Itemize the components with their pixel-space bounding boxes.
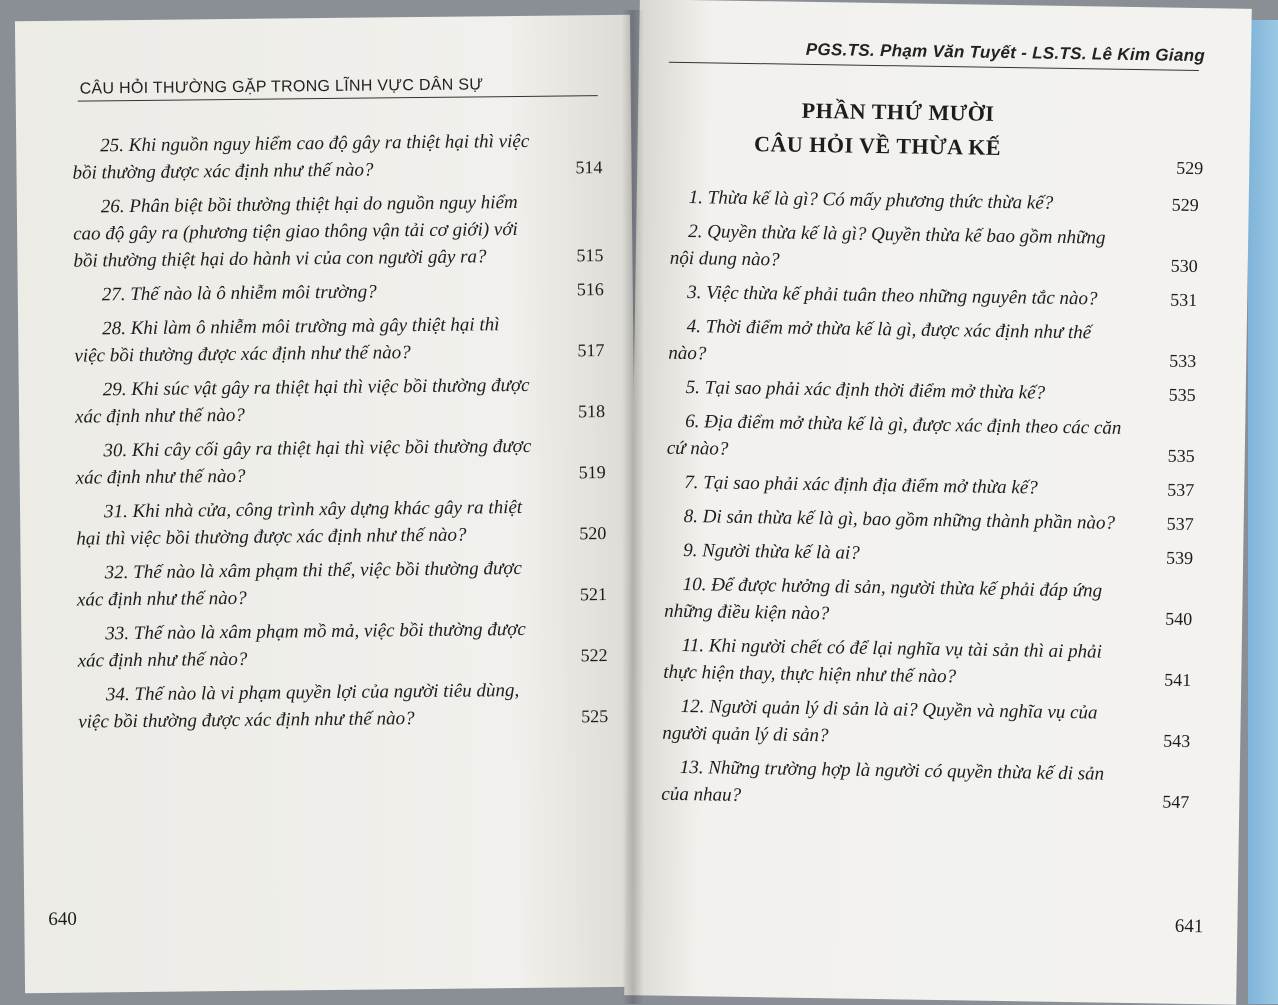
left-toc [72,127,608,743]
left-running-head: CÂU HỎI THƯỜNG GẶP TRONG LĨNH VỰC DÂN SỰ [79,76,484,98]
toc-entry-text: 3. Việc thừa kế phải tuân theo những nguyên tắc nào? [687,282,1098,310]
toc-entry-text: 33. Thế nào là xâm phạm mồ mả, việc bồi thường được xác định như thế nào? [77,618,526,672]
toc-entry [75,371,606,431]
toc-entry-page: 540 [1165,608,1193,630]
left-page-number: 640 [48,908,77,930]
toc-entry [75,432,606,492]
part-subtitle: CÂU HỎI VỀ THỪA KẾ [753,131,1002,160]
toc-entry-page: 537 [1167,479,1195,501]
toc-entry-text: 34. Thế nào là vi phạm quyền lợi của người tiêu dùng, việc bồi thường được xác định như thế nào? [78,680,520,733]
toc-entry-page: 530 [1170,255,1198,277]
toc-entry-page: 514 [575,157,603,178]
toc-entry-page: 543 [1163,730,1191,751]
toc-entry [74,276,604,309]
toc-entry-page: 533 [1169,350,1197,372]
toc-entry-page: 516 [576,279,604,300]
toc-entry-page: 522 [580,645,608,666]
toc-entry-text: 28. Khi làm ô nhiễm môi trường mà gây thiệt hại thì việc bồi thường được xác định như thế nào? [74,314,500,367]
toc-entry-page: 518 [577,401,606,422]
toc-entry-text: 12. Người quản lý di sản là ai? Quyền và nghĩa vụ của người quản lý di sản? [662,695,1098,747]
right-running-head: PGS.TS. Phạm Văn Tuyết - LS.TS. Lê Kim Giang [805,39,1206,66]
toc-entry-page: 535 [1168,384,1196,406]
toc-entry-page: 519 [578,462,606,483]
toc-entry-text: 27. Thế nào là ô nhiễm môi trường? [101,281,377,306]
toc-entry [661,754,1190,816]
toc-entry-text: 11. Khi người chết có để lại nghĩa vụ tài sản thì ai phải thực hiện thay, thực hiện như thế nào? [663,634,1102,688]
toc-entry [668,374,1196,409]
toc-entry-text: 5. Tại sao phải xác định thời điểm mở thừa kế? [685,377,1046,404]
toc-entry-text: 25. Khi nguồn nguy hiểm cao độ gây ra thiệt hại thì việc bồi thường được xác định như thế nào? [72,130,530,184]
toc-entry-text: 2. Quyền thừa kế là gì? Quyền thừa kế bao gồm những nội dung nào? [669,221,1106,271]
toc-entry-page: 547 [1162,791,1190,812]
toc-entry [666,469,1194,504]
toc-entry [78,676,609,736]
toc-entry-page: 537 [1166,513,1194,535]
toc-entry-page: 525 [581,706,609,727]
toc-entry [662,693,1191,755]
toc-entry-text: 1. Thừa kế là gì? Có mấy phương thức thừa kế? [688,187,1054,214]
toc-entry-text: 30. Khi cây cối gây ra thiệt hại thì việc bồi thường được xác định như thế nào? [75,435,532,489]
left-page [15,15,640,993]
part-title: PHẦN THỨ MƯỜI [801,97,995,126]
toc-entry [77,615,608,675]
right-toc [661,184,1199,823]
toc-entry [664,571,1193,633]
right-page-number: 641 [1174,915,1204,938]
toc-entry-page: 539 [1165,547,1194,569]
part-page-number: 529 [1176,157,1204,179]
book-cover-edge [1248,20,1278,1004]
toc-entry-page: 535 [1167,445,1195,467]
toc-entry-text: 26. Phân biệt bồi thường thiệt hại do nguồn nguy hiểm cao độ gây ra (phương tiện giao thông vận tải cơ giới) với bồi thường thiệt hại do hành vi của con người gây ra? [73,191,518,272]
toc-entry-text: 29. Khi súc vật gây ra thiệt hại thì việc bồi thường được xác định như thế nào? [74,374,530,428]
toc-entry-text: 31. Khi nhà cửa, công trình xây dựng khác gây ra thiệt hại thì việc bồi thường được xác định như thế nào? [76,496,523,550]
toc-entry [671,184,1199,219]
right-page [624,0,1252,1005]
toc-entry-text: 4. Thời điểm mở thừa kế là gì, được xác định như thế nào? [668,316,1092,365]
toc-entry-text: 8. Di sản thừa kế là gì, bao gồm những thành phần nào? [683,506,1116,534]
toc-entry-text: 13. Những trường hợp là người có quyền thừa kế di sản của nhau? [661,756,1105,806]
toc-entry-page: 515 [576,245,604,266]
toc-entry [668,313,1197,375]
toc-entry [74,310,605,370]
toc-entry [665,537,1193,572]
toc-entry [72,127,603,187]
toc-entry [667,408,1196,470]
toc-entry-text: 7. Tại sao phải xác định địa điểm mở thừa kế? [684,472,1038,499]
toc-entry [669,279,1197,314]
toc-entry [73,188,604,275]
toc-entry [76,493,607,553]
toc-entry-page: 531 [1170,289,1198,311]
toc-entry [77,554,608,614]
book-gutter-shadow [622,10,644,1004]
toc-entry [666,503,1194,538]
toc-entry-page: 529 [1171,194,1199,216]
toc-entry-page: 517 [577,340,605,361]
toc-entry-text: 6. Địa điểm mở thừa kế là gì, được xác định theo các căn cứ nào? [666,411,1122,460]
toc-entry-page: 521 [579,584,608,605]
toc-entry-text: 10. Để được hưởng di sản, người thừa kế phải đáp ứng những điều kiện nào? [664,574,1103,625]
toc-entry-page: 520 [579,523,607,544]
toc-entry-text: 32. Thế nào là xâm phạm thi thể, việc bồi thường được xác định như thế nào? [76,557,523,611]
toc-entry [663,632,1192,694]
toc-entry-text: 9. Người thừa kế là ai? [683,540,860,564]
toc-entry [670,218,1199,280]
toc-entry-page: 541 [1164,669,1192,690]
